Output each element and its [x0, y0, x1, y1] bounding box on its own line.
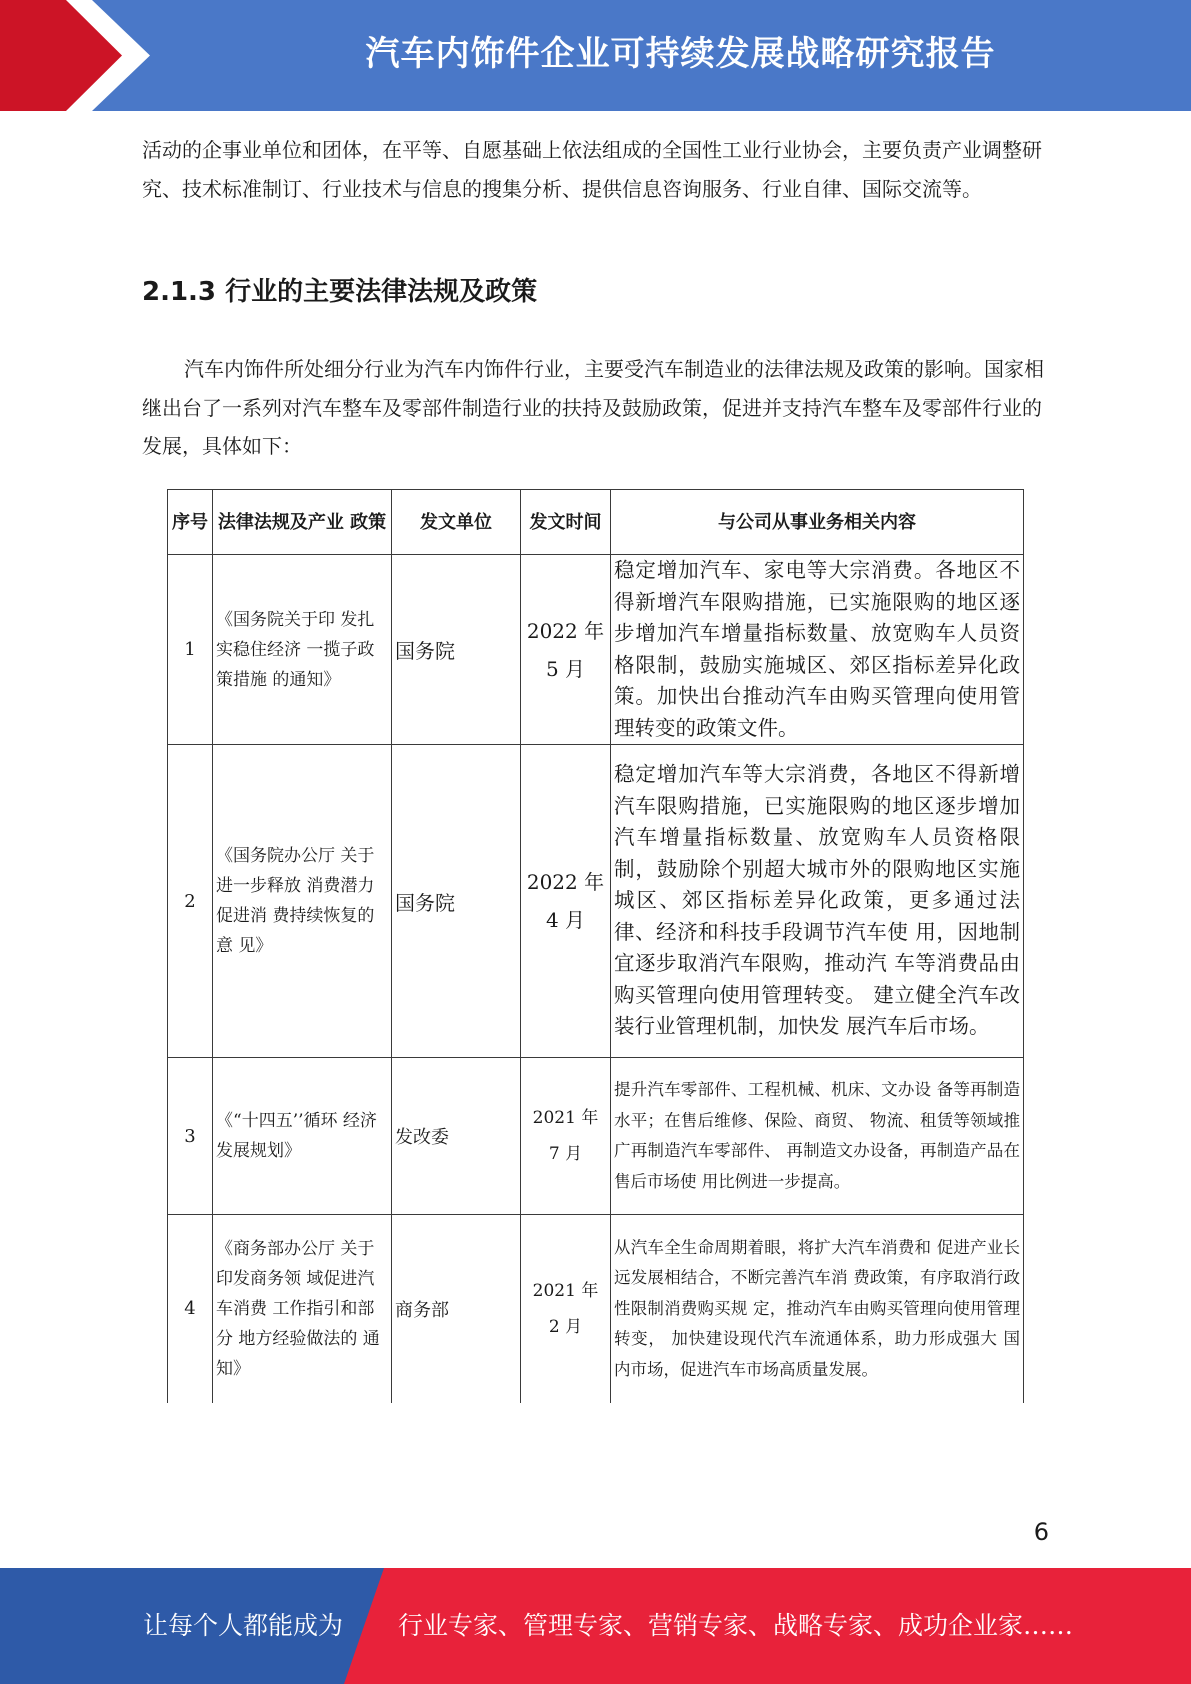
row-seq: 2 — [168, 745, 213, 1058]
row-seq: 1 — [168, 555, 213, 745]
row-issue-year: 2021 年 — [532, 1280, 599, 1301]
row-issuer: 发改委 — [392, 1058, 521, 1215]
row-issue-year: 2021 年 — [532, 1108, 599, 1128]
table-row — [168, 1215, 1024, 1403]
paragraph-association: 活动的企事业单位和团体，在平等、自愿基础上依法组成的全国性工业行业协会，主要负责产业调整研究、技术标准制订、行业技术与信息的搜集分析、提供信息咨询服务、行业自律、国际交流等。 — [142, 138, 1042, 201]
section-heading: 2.1.3 行业的主要法律法规及政策 — [142, 277, 538, 307]
header-chevron-graphic — [0, 0, 160, 111]
table-row — [168, 1058, 1024, 1215]
row-content: 稳定增加汽车等大宗消费，各地区不得新增汽车限购措施，已实施限购的地区逐步增加汽车增量指标数量、放宽购车人员资格限制，鼓励除个别超大城市外的限购地区实施城区、郊区指标差异化政策，更多通过法律、经济和科技手段调节汽车使 用，因地制宜逐步取消汽车限购，推动汽 车等消费品由购买管理向使用管理转变。 建立健全汽车改装行业管理机制，加快发 展汽车后市场。 — [611, 745, 1024, 1058]
header-policy-name: 法律法规及产业 政策 — [213, 490, 392, 555]
row-issue-time — [521, 1058, 611, 1215]
header-banner — [0, 0, 1191, 111]
row-policy-name: 《国务院关于印 发扎实稳住经济 一揽子政策措施 的通知》 — [213, 555, 392, 745]
row-seq: 4 — [168, 1215, 213, 1403]
row-issue-month: 4 月 — [545, 908, 586, 932]
row-content: 从汽车全生命周期着眼，将扩大汽车消费和 促进产业长远发展相结合，不断完善汽车消 费政策，有序取消行政性限制消费购买规 定，推动汽车由购买管理向使用管理转变， 加快建设现代汽车流通体系，助力形成强大 国内市场，促进汽车市场高质量发展。 — [611, 1215, 1024, 1403]
row-policy-name: 《国务院办公厅 关于进一步释放 消费潜力促进消 费持续恢复的意 见》 — [213, 745, 392, 1058]
header-content: 与公司从事业务相关内容 — [611, 490, 1024, 555]
row-issuer: 国务院 — [392, 745, 521, 1058]
row-issue-year: 2022 年 — [526, 870, 605, 894]
row-issue-month: 5 月 — [545, 656, 586, 681]
header-issue-time: 发文时间 — [521, 490, 611, 555]
row-issue-time — [521, 745, 611, 1058]
table-row — [168, 555, 1024, 745]
row-issuer: 国务院 — [392, 555, 521, 745]
row-issue-year: 2022 年 — [526, 618, 605, 643]
table-row — [168, 745, 1024, 1058]
header-issuer: 发文单位 — [392, 490, 521, 555]
table-header-row — [168, 490, 1024, 555]
row-content: 稳定增加汽车、家电等大宗消费。各地区不得新增汽车限购措施，已实施限购的地区逐步增加汽车增量指标数量、放宽购车人员资格限制，鼓励实施城区、郊区指标差异化政策。加快出台推动汽车由购买管理向使用管理转变的政策文件。 — [611, 555, 1024, 745]
row-issue-time — [521, 1215, 611, 1403]
row-issue-month: 2 月 — [548, 1316, 583, 1337]
row-seq: 3 — [168, 1058, 213, 1215]
row-content: 提升汽车零部件、工程机械、机床、文办设 备等再制造水平；在售后维修、保险、商贸、 物流、租赁等领域推广再制造汽车零部件、 再制造文办设备，再制造产品在售后市场使 用比例进一步提高。 — [611, 1058, 1024, 1215]
header-seq: 序号 — [168, 490, 213, 555]
report-title: 汽车内饰件企业可持续发展战略研究报告 — [365, 34, 996, 74]
page-number: 6 — [1033, 1518, 1049, 1546]
row-policy-name: 《“十四五’’循环 经济发展规划》 — [213, 1058, 392, 1215]
policy-table — [167, 489, 1024, 1403]
paragraph-intro: 汽车内饰件所处细分行业为汽车内饰件行业，主要受汽车制造业的法律法规及政策的影响。国家相继出台了一系列对汽车整车及零部件制造行业的扶持及鼓励政策，促进并支持汽车整车及零部件行业的发展，具体如下： — [142, 357, 1044, 458]
footer-banner — [0, 1568, 1191, 1684]
footer-slogan-right: 行业专家、管理专家、营销专家、战略专家、成功企业家…… — [398, 1611, 1074, 1640]
footer-slogan-left: 让每个人都能成为 — [143, 1611, 344, 1640]
row-issue-time — [521, 555, 611, 745]
row-policy-name: 《商务部办公厅 关于印发商务领 域促进汽车消费 工作指引和部分 地方经验做法的 通知》 — [213, 1215, 392, 1403]
row-issuer: 商务部 — [392, 1215, 521, 1403]
row-issue-month: 7 月 — [548, 1144, 583, 1164]
